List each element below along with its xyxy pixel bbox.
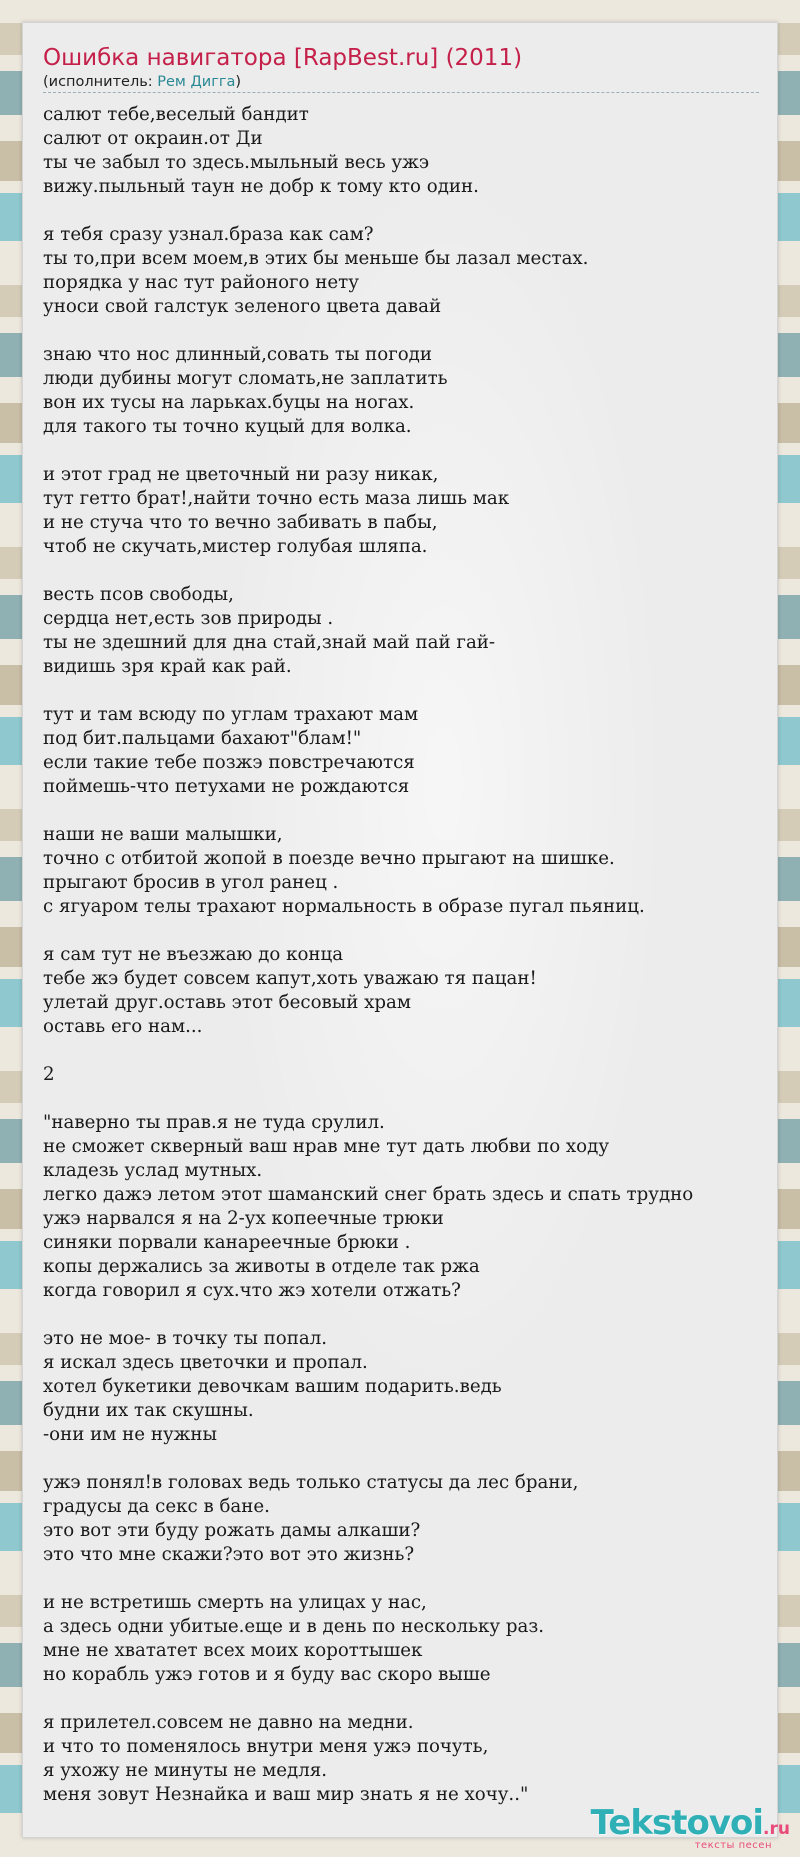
lyrics-card — [22, 22, 778, 1838]
site-logo[interactable] — [590, 1803, 790, 1851]
lyrics-text: салют тебе,веселый бандит салют от окраин.от Ди ты че забыл то здесь.мыльный весь ужэ вижу.пыльный таун не добр к тому кто один. я тебя сразу узнал.браза как сам? ты то,при всем моем,в этих бы меньше бы лазал местах. порядка у нас тут районого нету уноси свой галстук зеленого цвета давай знаю что нос длинный,совать ты погоди люди дубины могут сломать,не заплатить вон их тусы на ларьках.буцы на ногах. для такого ты точно куцый для волка. и этот град не цветочный ни разу никак, тут гетто брат!,найти точно есть маза лишь мак и не стуча что то вечно забивать в пабы, чтоб не скучать,мистер голубая шляпа. весть псов свободы, сердца нет,есть зов природы . ты не здешний для дна стай,знай май пай гай- видишь зря край как рай. тут и там всюду по углам трахают мам под бит.пальцами бахают"блам!" если такие тебе позжэ повстречаются поймешь-что петухами не рождаются наши не ваши малышки, точно с отбитой жопой в поезде вечно прыгают на шишке. прыгают бросив в угол ранец . с ягуаром телы трахают нормальность в образе пугал пьяниц. я сам тут не въезжаю до конца тебе жэ будет совсем капут,хоть уважаю тя пацан! улетай друг.оставь этот бесовый храм оставь его нам... 2 "наверно ты прав.я не туда срулил. не сможет скверный ваш нрав мне тут дать любви по ходу кладезь услад мутных. легко дажэ летом этот шаманский снег брать здесь и спать трудно ужэ нарвался я на 2-ух копеечные трюки синяки порвали канареечные брюки . копы держались за животы в отделе так ржа когда говорил я сух.что жэ хотели отжать? это не мое- в точку ты попал. я искал здесь цветочки и пропал. хотел букетики девочкам вашим подарить.ведь будни их так скушны. -они им не нужны ужэ понял!в головах ведь только статусы да лес брани, градусы да секс в бане. это вот эти буду рожать дамы алкаши? это что мне скажи?это вот это жизнь? и не встретишь смерть на улицах у нас, а здесь одни убитые.еще и в день по нескольку раз. мне не хвататет всех моих короттышек но корабль ужэ готов и я буду вас скоро выше я прилетел.совсем не давно на медни. и что то поменялось внутри меня ужэ почуть, я ухожу не минуты не медля. меня зовут Незнайка и ваш мир знать я не хочу.." — [43, 104, 694, 1805]
logo-wordmark: Tekstovoi — [590, 1803, 764, 1843]
logo-tld: .ru — [763, 1819, 790, 1839]
artist-link[interactable]: Рем Дигга — [157, 74, 236, 90]
artist-suffix: ) — [235, 74, 242, 90]
song-title: Ошибка навигатора [RapBest.ru] (2011) — [43, 45, 523, 71]
logo-subtitle: тексты песен — [694, 1840, 772, 1851]
artist-line — [43, 72, 759, 93]
artist-prefix: (исполнитель: — [43, 74, 158, 90]
